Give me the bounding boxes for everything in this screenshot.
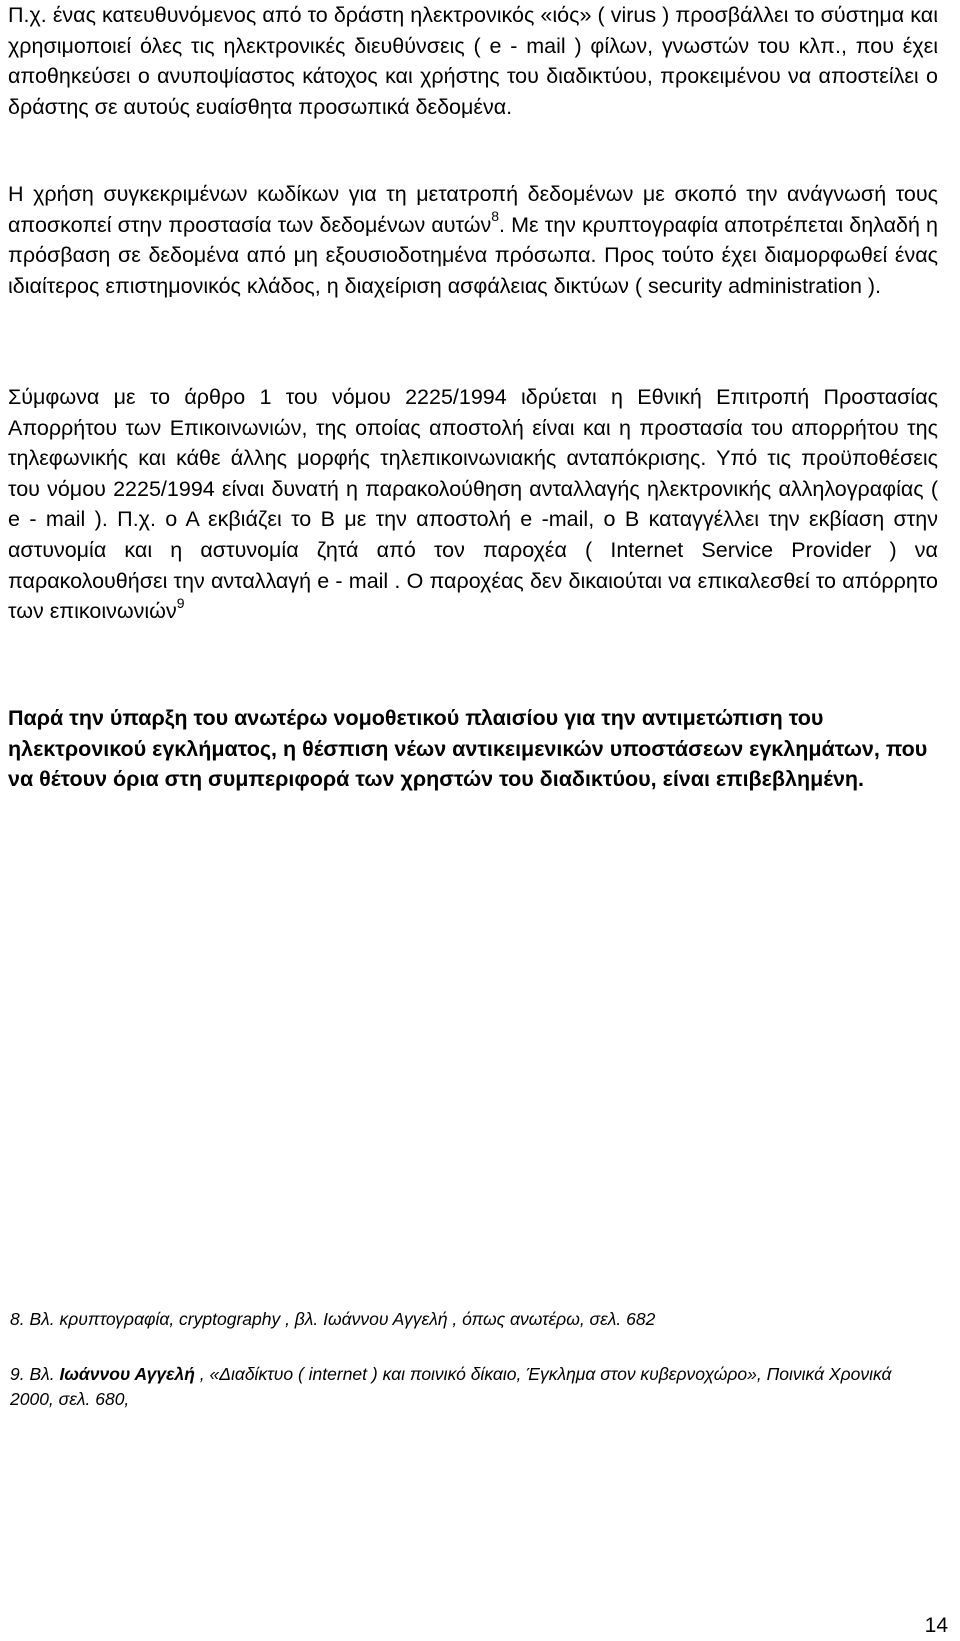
paragraph-virus-example (8, 0, 938, 122)
paragraph-text: Π.χ. ένας κατευθυνόμενος από το δράστη ηλεκτρονικός «ιός» ( virus ) προσβάλλει το σύστημα και χρησιμοποιεί όλες τις ηλεκτρονικές διευθύνσεις ( e - mail ) φίλων, γνωστών του κλπ., που έχει αποθηκεύσει ο ανυποψίαστος κάτοχος και χρήστης του διαδικτύου, προκειμένου να αποστείλει ο δράστης σε αυτούς ευαίσθητα προσωπικά δεδομένα. (8, 3, 938, 119)
footnote-8 (10, 1307, 910, 1332)
footnote-author: Ιωάννου Αγγελή (59, 1364, 195, 1384)
paragraph-text: . Με την κρυπτογραφία αποτρέπεται δηλαδή η πρόσβαση σε δεδομένα από μη εξουσιοδοτημένα πρόσωπα. Προς τούτο έχει διαμορφωθεί ένας ιδιαίτερος επιστημονικός κλάδος, η διαχείριση ασφάλειας δικτύων ( security administration ). (8, 212, 938, 298)
paragraph-conclusion-bold (8, 703, 938, 795)
paragraph-cryptography (8, 179, 938, 301)
paragraph-law-2225-1994 (8, 382, 938, 627)
footnote-9 (10, 1362, 910, 1412)
page-number: 14 (924, 1614, 948, 1637)
paragraph-text: Η χρήση συγκεκριμένων κωδίκων για τη μετατροπή δεδομένων με σκοπό την ανάγνωσή τους αποσκοπεί στην προστασία των δεδομένων αυτών (8, 182, 938, 237)
footnote-text: 9. Βλ. (10, 1364, 60, 1384)
footnote-reference-8: 8 (491, 208, 500, 225)
paragraph-text: Σύμφωνα με το άρθρο 1 του νόμου 2225/1994 ιδρύεται η Εθνική Επιτροπή Προστασίας Απορρήτου των Επικοινωνιών, της οποίας αποστολή είναι και η προστασία του απορρήτου της τηλεφωνικής και κάθε άλλης μορφής τηλεπικοινωνιακής ανταπόκρισης. Υπό τις προϋποθέσεις του νόμου 2225/1994 είναι δυνατή η παρακολούθηση ανταλλαγής ηλεκτρονικής αλληλογραφίας ( e - mail ). Π.χ. ο Α εκβιάζει το Β με την αποστολή e -mail, ο Β καταγγέλλει την εκβίαση στην αστυνομία και η αστυνομία ζητά από τον παροχέα ( Internet Service Provider ) να παρακολουθήσει την ανταλλαγή e - mail . Ο παροχέας δεν δικαιούται να επικαλεσθεί το απόρρητο των επικοινωνιών (8, 385, 938, 624)
footnote-reference-9: 9 (176, 595, 185, 611)
paragraph-text: Παρά την ύπαρξη του ανωτέρω νομοθετικού πλαισίου για την αντιμετώπιση του ηλεκτρονικού εγκλήματος, η θέσπιση νέων αντικειμενικών υποστάσεων εγκλημάτων, που να θέτουν όρια στη συμπεριφορά των χρηστών του διαδικτύου, είναι επιβεβλημένη. (8, 706, 928, 792)
footnote-text: 8. Βλ. κρυπτογραφία, cryptography , βλ. Ιωάννου Αγγελή , όπως ανωτέρω, σελ. 682 (10, 1309, 656, 1329)
footnote-text: , «Διαδίκτυο ( internet ) και ποινικό δίκαιο, Έγκλημα στον κυβερνοχώρο», Ποινικά Χρονικά 2000, σελ. 680, (10, 1364, 892, 1409)
